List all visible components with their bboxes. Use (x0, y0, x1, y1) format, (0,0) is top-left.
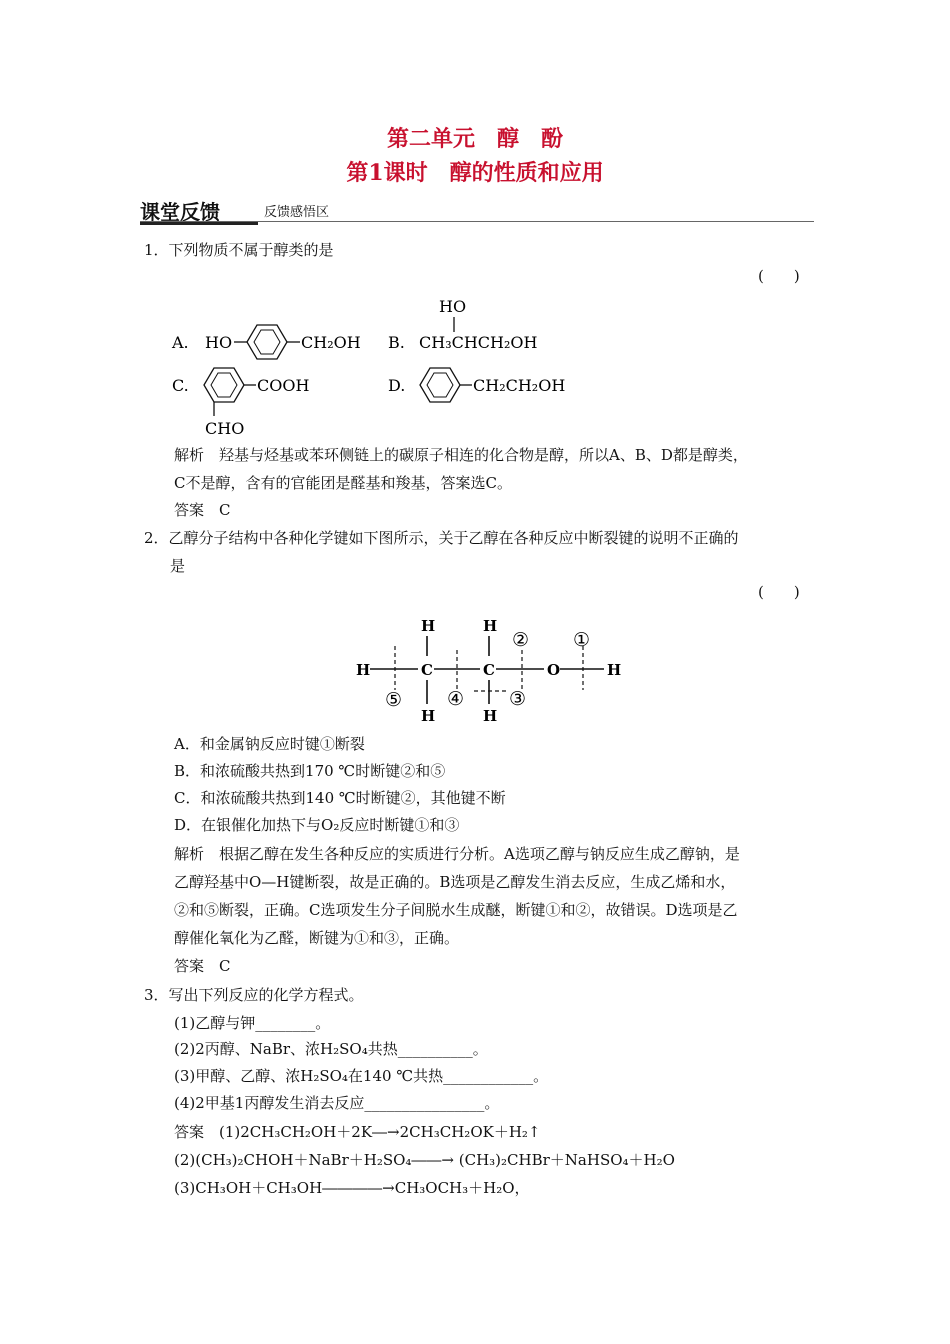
q3-answer-2: (2)(CH₃)₂CHOH＋NaBr＋H₂SO₄――→ (CH₃)₂CHBr＋NaHSO₄＋H₂O (174, 1151, 675, 1169)
atom-h-left: H (356, 661, 371, 679)
q1-b-formula: CH₃CHCH₂OH (419, 333, 538, 352)
atom-c1: C (421, 661, 433, 679)
q1-d-label: D. (388, 376, 406, 395)
q3-item3: (3)甲醇、乙醇、浓H₂SO₄在140 ℃共热____________。 (174, 1067, 549, 1085)
q2-option-a: A．和金属钠反应时键①断裂 (174, 735, 365, 753)
q3-item1: (1)乙醇与钾________。 (174, 1014, 331, 1032)
section-header (140, 196, 814, 222)
q1-analysis-line2: C不是醇，含有的官能团是醛基和羧基，答案选C。 (174, 474, 512, 492)
q1-a-left-group: HO (205, 333, 233, 352)
q2-analysis-line2: 乙醇羟基中O—H键断裂，故是正确的。B选项是乙醇发生消去反应，生成乙烯和水， (174, 873, 736, 891)
benzene-ring-icon (247, 325, 287, 359)
q2-option-c: C．和浓硫酸共热到140 ℃时断键②，其他键不断 (174, 789, 506, 807)
atom-h-c2-bottom: H (483, 707, 498, 725)
atom-h-c2-top: H (483, 617, 498, 635)
q1-c-label: C. (172, 376, 189, 395)
q1-b-label: B. (388, 333, 405, 352)
section-underline (140, 222, 258, 225)
benzene-ring-icon (420, 368, 460, 402)
q1-a-right-group: CH₂OH (301, 333, 361, 352)
q2-answer-bracket: ( ) (758, 583, 800, 601)
q1-answer-bracket: ( ) (758, 267, 800, 285)
q1-structures (160, 290, 640, 440)
q2-option-b: B．和浓硫酸共热到170 ℃时断键②和⑤ (174, 762, 446, 780)
q2-analysis-line3: ②和⑤断裂，正确。C选项发生分子间脱水生成醚，断键①和②，故错误。D选项是乙 (174, 901, 738, 919)
q2-analysis-line4: 醇催化氧化为乙醛，断键为①和③，正确。 (174, 929, 460, 947)
q3-stem: 3．写出下列反应的化学方程式。 (144, 986, 364, 1004)
q1-answer: 答案 C (174, 501, 231, 519)
bond-label-2: ② (512, 629, 530, 651)
q1-a-label: A. (172, 333, 189, 352)
atom-c2: C (483, 661, 495, 679)
q2-stem-line1: 2．乙醇分子结构中各种化学键如下图所示，关于乙醇在各种反应中断裂键的说明不正确的 (144, 529, 739, 547)
q1-d-right-group: CH₂CH₂OH (473, 376, 566, 395)
bond-label-5: ⑤ (385, 689, 403, 711)
q3-answer-3: (3)CH₃OH＋CH₃OH――――→CH₃OCH₃＋H₂O， (174, 1179, 530, 1197)
atom-h-c1-bottom: H (421, 707, 436, 725)
atom-h-c1-top: H (421, 617, 436, 635)
bond-label-4: ④ (447, 688, 465, 710)
ethanol-bond-diagram (340, 610, 640, 730)
q1-c-right-group: COOH (257, 376, 310, 395)
lesson-title: 第1课时 醇的性质和应用 (346, 160, 604, 186)
q2-analysis-line1: 解析 根据乙醇在发生各种反应的实质进行分析。A选项乙醇与钠反应生成乙醇钠，是 (174, 845, 740, 863)
benzene-ring-icon (204, 368, 244, 402)
q1-b-top-group: HO (439, 297, 467, 316)
q3-item2: (2)2丙醇、NaBr、浓H₂SO₄共热__________。 (174, 1040, 488, 1058)
atom-h-right: H (607, 661, 622, 679)
unit-title: 第二单元 醇 酚 (386, 126, 563, 152)
q1-stem: 1．下列物质不属于醇类的是 (144, 241, 334, 259)
bond-label-3: ③ (509, 688, 527, 710)
q3-answer-1: 答案 (1)2CH₃CH₂OH＋2K―→2CH₃CH₂OK＋H₂↑ (174, 1123, 541, 1141)
section-heading: 课堂反馈 (140, 200, 220, 224)
q2-answer: 答案 C (174, 957, 231, 975)
q1-c-bottom-group: CHO (205, 419, 245, 438)
q2-option-d: D．在银催化加热下与O₂反应时断键①和③ (174, 816, 460, 834)
q3-item4: (4)2甲基1丙醇发生消去反应________________。 (174, 1094, 500, 1112)
bond-label-1: ① (573, 629, 591, 651)
atom-o: O (547, 661, 561, 679)
section-subheading: 反馈感悟区 (264, 205, 330, 220)
q1-analysis-line1: 解析 羟基与烃基或苯环侧链上的碳原子相连的化合物是醇，所以A、B、D都是醇类， (174, 446, 748, 464)
q2-stem-line2: 是 (170, 557, 186, 575)
